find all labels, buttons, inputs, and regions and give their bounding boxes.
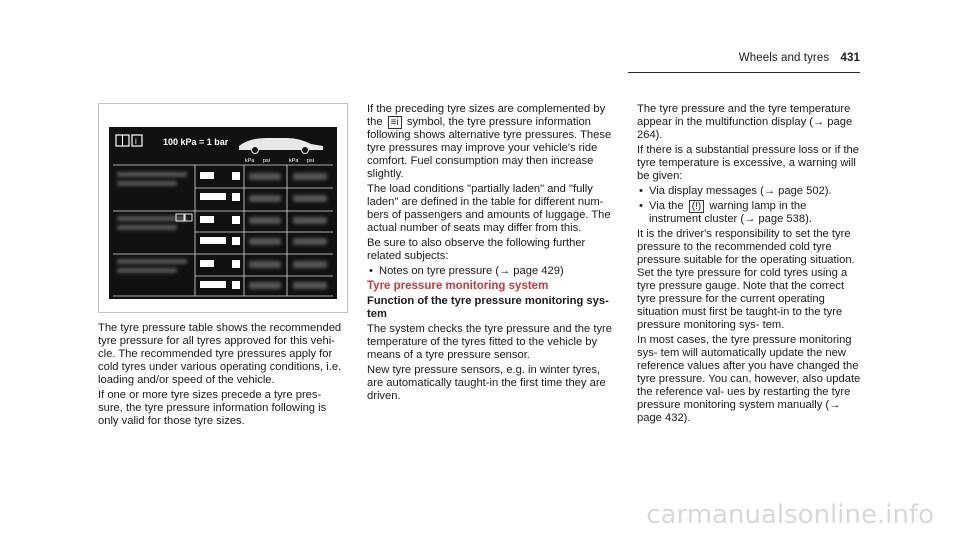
running-head <box>739 52 860 64</box>
page-number: 431 <box>840 52 860 64</box>
unit-psi-left: psi <box>263 158 271 164</box>
col2-paragraph-5: New tyre pressure sensors, e.g. in winter tyres, are automatically taught-in the first time they are driven. <box>367 364 606 402</box>
col3-paragraph-2: If there is a substantial pressure loss or if the tyre temperature is excessive, a warning will be given: <box>637 144 859 182</box>
section-title: Tyre pressure monitoring system <box>367 280 549 292</box>
unit-kpa-left: kPa <box>245 158 255 164</box>
col2-p1-start: If the preceding tyre sizes are complemented by the <box>367 103 606 128</box>
unit-kpa-right: kPa <box>289 158 299 164</box>
label-header-text: 100 kPa = 1 bar <box>163 137 229 147</box>
col3-bullet-1[interactable]: • Via display messages (→ page 502). <box>637 185 861 198</box>
column-2 <box>367 103 619 405</box>
subhead: Function of the tyre pressure monitoring sys- tem <box>367 295 609 320</box>
col2-bullet-1[interactable]: • Notes on tyre pressure (→ page 429) <box>367 265 619 278</box>
tyre-pressure-warning-icon: (!) <box>689 200 704 213</box>
column-1 <box>98 322 348 430</box>
header-rule <box>628 72 860 73</box>
col3-bullet2-start: Via the <box>649 200 684 212</box>
watermark: carmanualsonline.info <box>646 500 934 530</box>
tyre-pressure-label-svg <box>99 104 347 312</box>
col3-bullet-2[interactable] <box>637 200 861 226</box>
part-number: A 213 584 37 03 <box>199 301 247 308</box>
col3-bullet2-end: warning lamp in the instrument cluster (→ page 538). <box>649 200 812 225</box>
col1-paragraph-2: If one or more tyre sizes precede a tyre pres- sure, the tyre pressure information following is only valid for those tyre sizes. <box>98 389 327 427</box>
col1-paragraph-1: The tyre pressure table shows the recommended tyre pressure for all tyres approved for this vehi- cle. The recommended tyre pressures apply for cold tyres under various operating conditions, i.e. loading and/or speed of the vehicle. <box>98 322 342 386</box>
col2-p1-end: symbol, the tyre pressure information following shows alternative tyre pressures. These tyre pressures may improve your vehicle's ride comfort. Fuel consumption may then increase slightly. <box>367 116 612 180</box>
running-head-title: Wheels and tyres <box>738 52 830 64</box>
col2-paragraph-4: The system checks the tyre pressure and the tyre temperature of the tyres fitted to the vehicle by means of a tyre pressure sensor. <box>367 323 612 361</box>
svg-text:i: i <box>135 137 137 146</box>
col3-paragraph-3: It is the driver's responsibility to set the tyre pressure to the recommended cold tyre pressure suitable for the operating situation. Set the tyre pressure for cold tyres using a tyre pressure gauge. Note that the correct tyre pressure for the current operating situation must first be taught-in to the tyre pressure monitoring sys- tem. <box>637 228 855 331</box>
col3-paragraph-4: In most cases, the tyre pressure monitoring sys- tem will automatically update the new reference values after you have changed the tyre pressure. You can, however, also update the reference val- ues by restarting the tyre pressure monitoring system manually (→ page 432). <box>637 334 861 424</box>
unit-psi-right: psi <box>307 158 315 164</box>
col2-paragraph-3: Be sure to also observe the following further related subjects: <box>367 237 586 262</box>
info-book-icon: ≡i <box>388 116 402 129</box>
col2-paragraph-1 <box>367 103 619 181</box>
column-3 <box>637 103 861 427</box>
col3-paragraph-1: The tyre pressure and the tyre temperature appear in the multifunction display (→ page 264). <box>637 103 853 141</box>
col2-paragraph-2: The load conditions "partially laden" and "fully laden" are defined in the table for different num- bers of passengers and amounts of luggage. The actual number of seats may differ from this. <box>367 183 611 234</box>
tyre-pressure-label-figure <box>98 103 348 313</box>
figure-code: 123456 <box>306 302 322 307</box>
